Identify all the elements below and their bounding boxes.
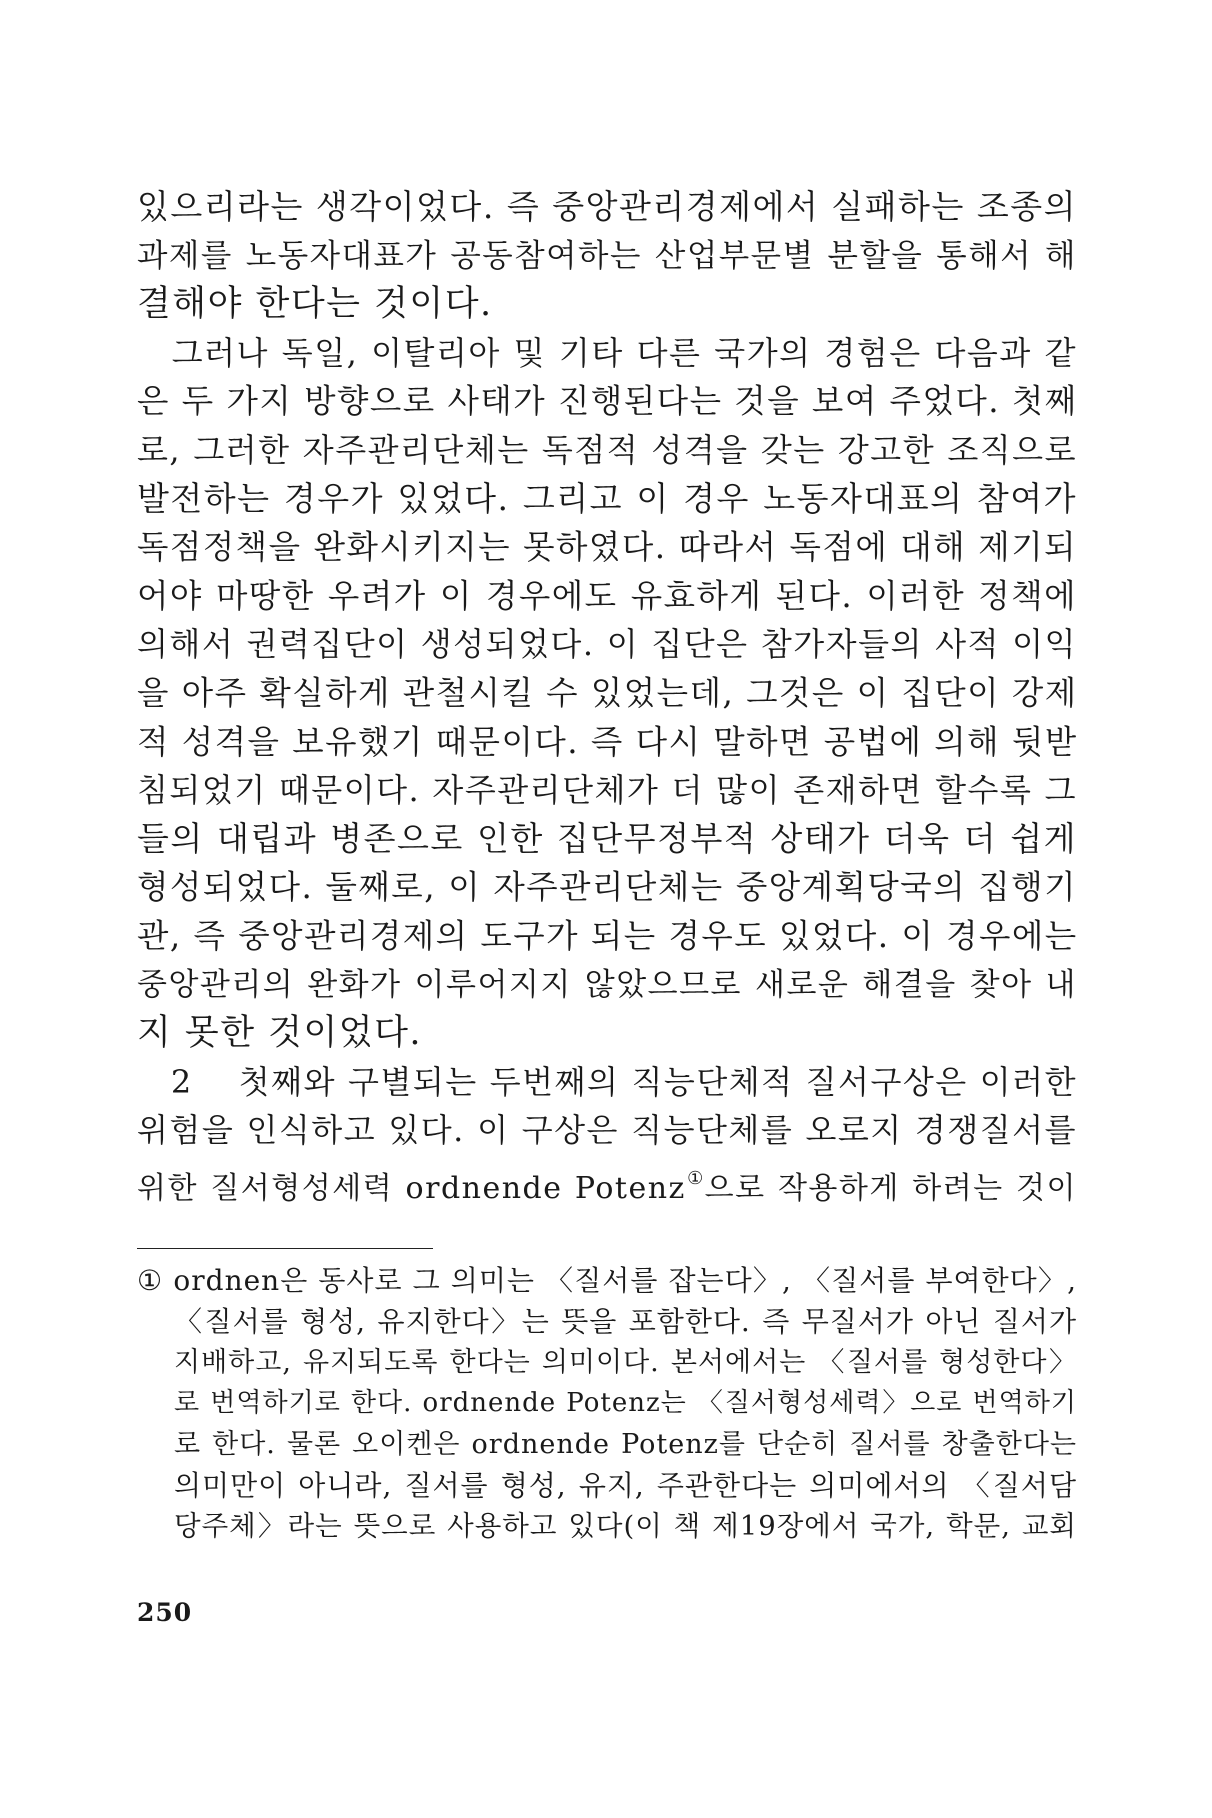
- body-line: 적 성격을 보유했기 때문이다. 즉 다시 말하면 공법에 의해 뒷받: [137, 722, 1078, 761]
- footnote-line: ① ordnen은 동사로 그 의미는 〈질서를 잡는다〉, 〈질서를 부여한다〉,: [137, 1264, 1077, 1297]
- body-line: 관, 즉 중앙관리경제의 도구가 되는 경우도 있었다. 이 경우에는: [137, 916, 1078, 955]
- body-line: 위험을 인식하고 있다. 이 구상은 직능단체를 오로지 경쟁질서를: [137, 1111, 1077, 1150]
- footnote-line: 의미만이 아니라, 질서를 형성, 유지, 주관한다는 의미에서의 〈질서담: [174, 1469, 1077, 1502]
- body-line: 결해야 한다는 것이다.: [137, 284, 493, 325]
- footnote-line: 로 한다. 물론 오이켄은 ordnende Potenz를 단순히 질서를 창출한다는: [174, 1429, 1077, 1460]
- body-line: 발전하는 경우가 있었다. 그리고 이 경우 노동자대표의 참여가: [137, 478, 1077, 518]
- body-text-segment: 으로 작용하게 하려는 것이: [704, 1170, 1077, 1206]
- body-line-with-footnote-ref: [137, 1155, 1077, 1204]
- footnote-divider: [137, 1248, 433, 1249]
- body-line: 그러나 독일, 이탈리아 및 기타 다른 국가의 경험은 다음과 같: [137, 333, 1077, 372]
- body-line: 있으리라는 생각이었다. 즉 중앙관리경제에서 실패하는 조종의: [137, 187, 1077, 226]
- body-line: 과제를 노동자대표가 공동참여하는 산업부문별 분할을 통해서 해: [137, 237, 1077, 274]
- body-line: 어야 마땅한 우려가 이 경우에도 유효하게 된다. 이러한 정책에: [137, 576, 1077, 615]
- footnote-line: 지배하고, 유지되도록 한다는 의미이다. 본서에서는 〈질서를 형성한다〉: [174, 1347, 1077, 1378]
- body-line: 들의 대립과 병존으로 인한 집단무정부적 상태가 더욱 더 쉽게: [137, 818, 1077, 858]
- body-line: 2 첫째와 구별되는 두번째의 직능단체적 질서구상은 이러한: [137, 1062, 1077, 1101]
- body-line: 로, 그러한 자주관리단체는 독점적 성격을 갖는 강고한 조직으로: [137, 430, 1077, 469]
- body-line: 침되었기 때문이다. 자주관리단체가 더 많이 존재하면 할수록 그: [137, 771, 1077, 810]
- body-line: 은 두 가지 방향으로 사태가 진행된다는 것을 보여 주었다. 첫째: [137, 382, 1078, 421]
- body-line: 의해서 권력집단이 생성되었다. 이 집단은 참가자들의 사적 이익: [137, 625, 1077, 664]
- footnote-line: 당주체〉라는 뜻으로 사용하고 있다(이 책 제19장에서 국가, 학문, 교회: [174, 1510, 1077, 1542]
- body-text: [137, 183, 1078, 1206]
- footnote-reference: ①: [685, 1167, 705, 1189]
- footnotes: [137, 1260, 1077, 1547]
- body-line: 중앙관리의 완화가 이루어지지 않았으므로 새로운 해결을 찾아 내: [137, 966, 1077, 1003]
- body-line: 독점정책을 완화시키지는 못하였다. 따라서 독점에 대해 제기되: [137, 528, 1077, 567]
- body-line: 형성되었다. 둘째로, 이 자주관리단체는 중앙계획당국의 집행기: [137, 868, 1077, 907]
- footnote-line: 로 번역하기로 한다. ordnende Potenz는 〈질서형성세력〉으로 번역하기: [174, 1388, 1077, 1418]
- page-number: 250: [137, 1598, 193, 1627]
- body-line: 지 못한 것이었다.: [137, 1013, 423, 1054]
- body-line: 을 아주 확실하게 관철시킬 수 있었는데, 그것은 이 집단이 강제: [137, 673, 1078, 712]
- body-text-segment: 위한 질서형성세력 ordnende Potenz: [137, 1170, 686, 1206]
- footnote-line: 〈질서를 형성, 유지한다〉는 뜻을 포함한다. 즉 무질서가 아닌 질서가: [174, 1305, 1077, 1338]
